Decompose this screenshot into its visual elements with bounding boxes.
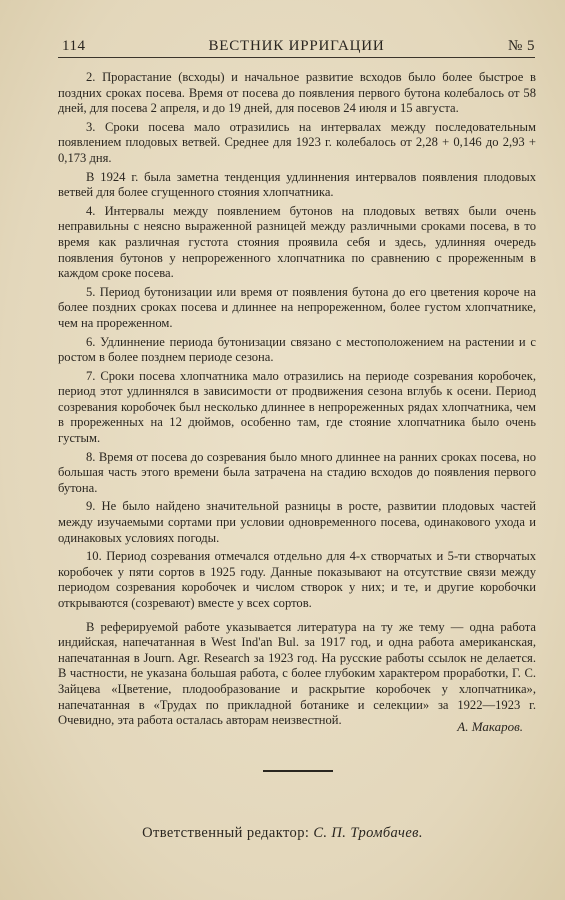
paragraph-3: 3. Сроки посева мало отразились на интервалах между последовательным появлением плодовых ветвей. Среднее для 1923 г. колебалось от 2,28 + 0,146 до 2,93 + 0,173 дня. <box>58 119 536 165</box>
paragraph-4: 4. Интервалы между появлением бутонов на плодовых ветвях были очень неправильны с неясно выраженной разницей между различными сроками посева, в то время как различная густота стояния проявила себя и здесь, удлинняя очередь появления бутонов у непрореженного хлопчатника по сравнению с прореженным в каждом сроке посева. <box>58 203 536 281</box>
issue-number: № 5 <box>507 38 535 54</box>
editor-label: Ответственный редактор: <box>142 825 310 841</box>
paragraph-8: 8. Время от посева до созревания было много длиннее на ранних сроках посева, но большая часть этого времени была затрачена на стадию всходов до появления первого бутона. <box>58 449 536 495</box>
page-number: 114 <box>62 38 86 54</box>
page-header <box>58 36 535 58</box>
paragraph-7: 7. Сроки посева хлопчатника мало отразились на периоде созревания коробочек, период этот удлиннялся в зависимости от продвижения сезона вглубь к осени. Период созревания коробочек был несколько длиннее в непрореженных рядах хлопчатника, чем в прореженных на 12 дюймов, особенно там, где стояние хлопчатника было очень густым. <box>58 368 536 446</box>
article-body <box>58 70 536 732</box>
editor-name: С. П. Тромбачев. <box>313 825 423 841</box>
author-signature: А. Макаров. <box>457 719 523 734</box>
paragraph-9: 9. Не было найдено значительной разницы в росте, развитии плодовых частей между изучаемыми сортами при условии одновременного посева, одинакового ухода и одинаковых условиях погоды. <box>58 499 536 545</box>
editor-footer <box>0 825 565 842</box>
paragraph-5: 5. Период бутонизации или время от появления бутона до его цветения короче на более поздних сроках посева и длиннее на непрореженном, более густом хлопчатнике, чем на прореженном. <box>58 284 536 330</box>
header-divider <box>58 57 535 58</box>
paragraph-1924: В 1924 г. была заметна тенденция удлиннения интервалов появления плодовых ветвей для более сгущенного стояния хлопчатника. <box>58 169 536 200</box>
paragraph-6: 6. Удлиннение периода бутонизации связано с местоположением на растении и с ростом в более позднем периоде сезона. <box>58 334 536 365</box>
journal-title: ВЕСТНИК ИРРИГАЦИИ <box>208 38 385 54</box>
reference-paragraph: В реферируемой работе указывается литература на ту же тему — одна работа индийская, напечатанная в West Ind'an Bul. за 1917 год, и одна работа американская, напечатанная в Journ. Agr. Research за 1923 год. На русские работы ссылок не делается. В частности, не указана большая работа, с более глубоким характером проработки, Г. С. Зайцева «Цветение, плодообразование и раскрытие коробочек у хлопчатника», напечатанная в «Трудах по прикладной ботанике и селекции» за 1922—1923 г. Очевидно, эта работа осталась авторам неизвестной. <box>58 619 536 728</box>
section-divider <box>263 770 333 772</box>
paragraph-10: 10. Период созревания отмечался отдельно для 4-х створчатых и 5-ти створчатых коробочек у пяти сортов в 1925 году. Данные показывают на отсутствие связи между периодом созревания коробочек и числом створок у них; и те, и другие коробочки открываются (созревают) вместе у всех сортов. <box>58 549 536 610</box>
paragraph-2: 2. Прорастание (всходы) и начальное развитие всходов было более быстрое в поздних сроках посева. Время от посева до появления первого бутона колебалось от 58 дней, для посева 2 апреля, и до 19 дней, для посевов 24 июля и 15 августа. <box>58 70 536 116</box>
